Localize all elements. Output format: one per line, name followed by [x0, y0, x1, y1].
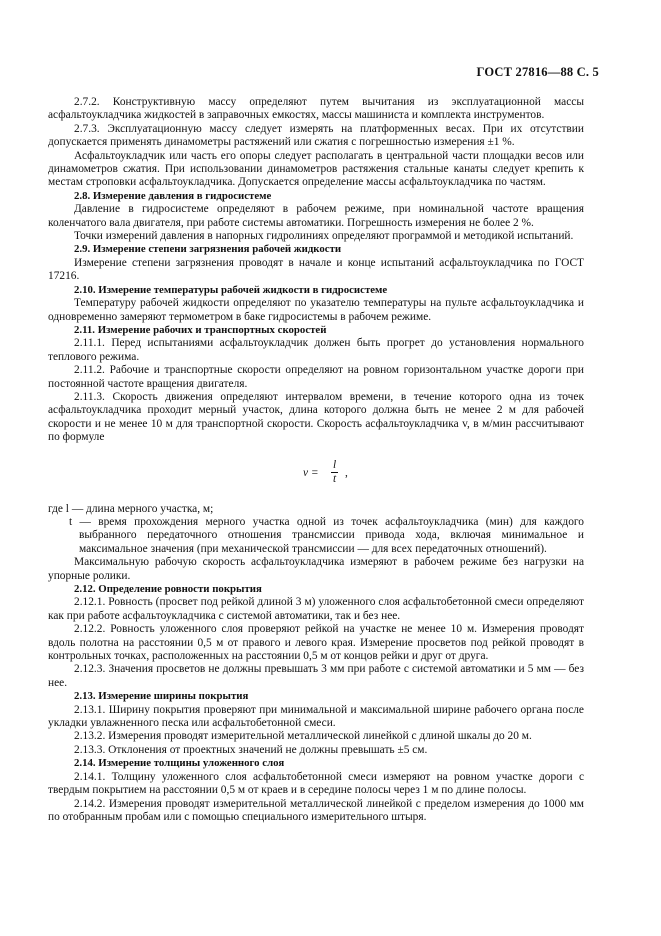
paragraph-2-11-1: 2.11.1. Перед испытаниями асфальтоукладчик должен быть прогрет до установления нормального теплового режима.: [48, 337, 584, 363]
paragraph-2-7-2: 2.7.2. Конструктивную массу определяют путем вычитания из эксплуатационной массы асфальтоукладчика жидкостей в заправочных емкостях, массы машиниста и комплекта инструментов.: [48, 96, 584, 122]
paragraph-2-7-3: 2.7.3. Эксплуатационную массу следует измерять на платформенных весах. При их отсутствии допускается применять динамометры растяжений или сжатия с погрешностью измерения ±1 %.: [48, 122, 584, 149]
paragraph-2-13-2: 2.13.2. Измерения проводят измерительной металлической линейкой с длиной шкалы до 20 м.: [74, 730, 532, 743]
paragraph-2-14-1: 2.14.1. Толщину уложенного слоя асфальтобетонной смеси измеряют на ровном участке дороги с твердым покрытием на расстоянии 0,5 м от краев и в середине полосы через 1 м по длине полосы.: [48, 770, 584, 797]
formula-numerator: l: [333, 458, 337, 471]
definition-l: где l — длина мерного участка, м;: [48, 502, 214, 515]
paragraph-2-12-3: 2.12.3. Значения просветов не должны превышать 3 мм при работе с системой автоматики и 5 мм — без нее.: [48, 663, 584, 689]
formula-lhs: v =: [303, 466, 319, 479]
section-heading-2-12: 2.12. Определение ровности покрытия: [74, 583, 262, 595]
page-header: ГОСТ 27816—88 С. 5: [476, 65, 599, 79]
paragraph-pressure: Давление в гидросистеме определяют в рабочем режиме, при номинальной частоте вращения коленчатого вала двигателя, при работе системы автоматики. Погрешность измерения не более 2 %.: [48, 203, 584, 229]
paragraph-max-speed: Максимальную рабочую скорость асфальтоукладчика измеряют в рабочем режиме без нагрузки на упорные ролики.: [48, 556, 584, 582]
paragraph-2-11-2: 2.11.2. Рабочие и транспортные скорости определяют на ровном горизонтальном участке дороги при постоянной частоте вращения двигателя.: [48, 364, 584, 390]
paragraph-2-13-1: 2.13.1. Ширину покрытия проверяют при минимальной и максимальной ширине рабочего органа после укладки увлажненного песка или асфальтобетонной смеси.: [48, 703, 584, 730]
formula-denominator: t: [333, 472, 337, 485]
formula-fraction: [331, 459, 338, 486]
paragraph-2-11-3: 2.11.3. Скорость движения определяют интервалом времени, в течение которого одна из точек асфальтоукладчика проходит мерный участок, длина которого должна быть не менее 2 м для рабочей скорости и не менее 10 м для транспортной скорости. Скорость асфальтоукладчика v, в м/мин рассчитывают по формуле: [48, 390, 584, 444]
document-body: [48, 96, 584, 824]
section-heading-2-10: 2.10. Измерение температуры рабочей жидкости в гидросистеме: [74, 283, 388, 296]
paragraph-temperature: Температуру рабочей жидкости определяют по указателю температуры на пульте асфальтоукладчика и одновременно замеряют термометром в баке гидросистемы в рабочем режиме.: [48, 297, 584, 323]
paragraph-2-12-1: 2.12.1. Ровность (просвет под рейкой длиной 3 м) уложенного слоя асфальтобетонной смеси определяют как при работе асфальтоукладчика с системой автоматики, так и без нее.: [48, 596, 584, 622]
section-heading-2-8: 2.8. Измерение давления в гидросистеме: [74, 189, 272, 202]
paragraph-2-13-3: 2.13.3. Отклонения от проектных значений не должны превышать ±5 см.: [74, 743, 428, 756]
formula-definitions: [48, 503, 584, 557]
formula-comma: ,: [345, 466, 348, 479]
speed-formula: [48, 459, 584, 489]
paragraph-placement: Асфальтоукладчик или часть его опоры следует располагать в центральной части площадки весов или динамометров сжатия. При использовании динамометров растяжения стальные канаты следует крепить к местам строповки асфальтоукладчика. Допускается определение массы асфальтоукладчика по частям.: [48, 149, 584, 189]
paragraph-contamination: Измерение степени загрязнения проводят в начале и конце испытаний асфальтоукладчика по ГОСТ 17216.: [48, 256, 584, 283]
paragraph-pressure-points: Точки измерений давления в напорных гидролиниях определяют программой и методикой испытаний.: [74, 230, 574, 243]
paragraph-2-14-2: 2.14.2. Измерения проводят измерительной металлической линейкой с пределом измерения до 1000 мм по отобранным пробам или с помощью специального измерительного штыря.: [48, 797, 584, 823]
section-heading-2-11: 2.11. Измерение рабочих и транспортных скоростей: [74, 323, 327, 336]
section-heading-2-9: 2.9. Измерение степени загрязнения рабочей жидкости: [74, 243, 342, 256]
paragraph-2-12-2: 2.12.2. Ровность уложенного слоя проверяют рейкой на участке не менее 10 м. Измерения проводят вдоль полотна на расстоянии 0,5 м от правого и левого края. Измерение просветов под рейкой проводят в контрольных точках, расположенных на расстоянии 0,5 м от концов рейки и друг от друга.: [48, 623, 584, 663]
definition-t: t — время прохождения мерного участка одной из точек асфальтоукладчика (мин) для каждого выбранного передаточного отношения трансмиссии привода хода, включая минимальное и максимальное значения (при механической трансмиссии — для всех передаточных отношений).: [69, 515, 584, 555]
section-heading-2-13: 2.13. Измерение ширины покрытия: [74, 690, 249, 703]
section-heading-2-14: 2.14. Измерение толщины уложенного слоя: [74, 757, 285, 770]
